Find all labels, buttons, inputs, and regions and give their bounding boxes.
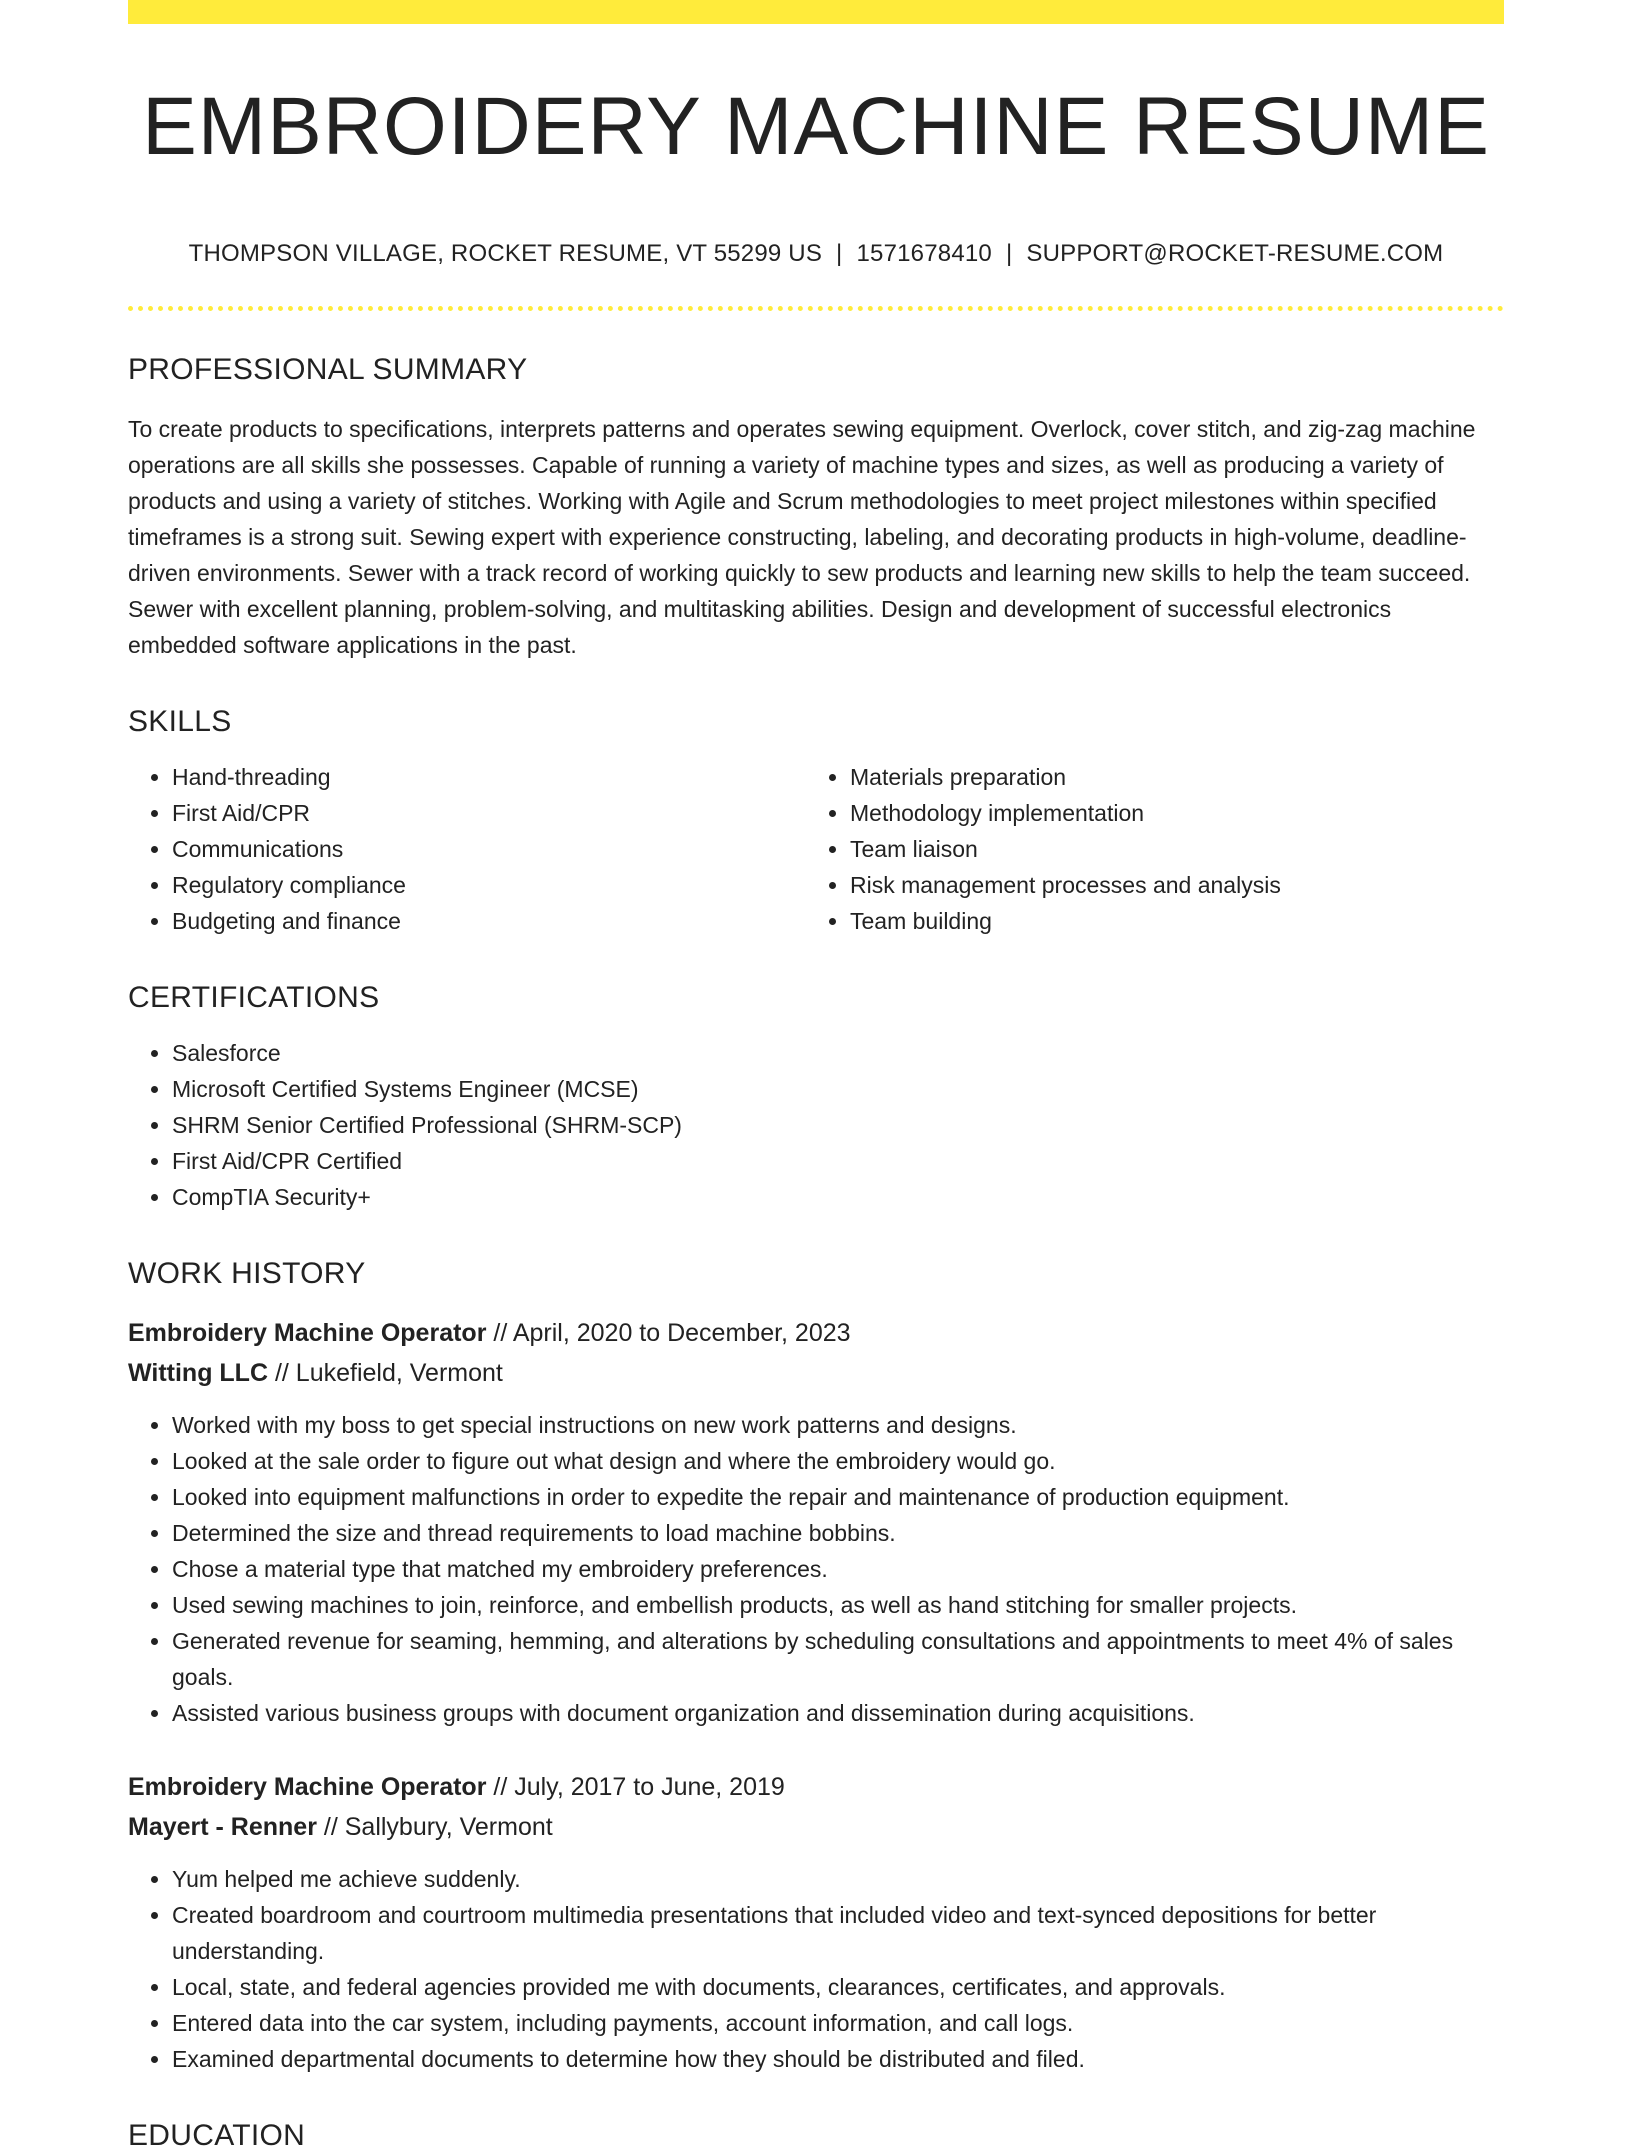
skill-item: • First Aid/CPR: [172, 795, 806, 831]
certification-item: • SHRM Senior Certified Professional (SHRM-SCP): [172, 1107, 1504, 1143]
job-dates: // July, 2017 to June, 2019: [486, 1773, 785, 1801]
job-dates: // April, 2020 to December, 2023: [486, 1319, 851, 1347]
summary-paragraph: To create products to specifications, interprets patterns and operates sewing equipment. Overlock, cover stitch, and zig-zag machine operations are all skills she possesses. Capable of running a variety of machine types and sizes, as well as producing a variety of products and using a variety of stitches. Working with Agile and Scrum methodologies to meet project milestones within specified timeframes is a strong suit. Sewing expert with experience constructing, labeling, and decorating products in high-volume, deadline-driven environments. Sewer with a track record of working quickly to sew products and learning new skills to help the team succeed. Sewer with excellent planning, problem-solving, and multitasking abilities. Design and development of successful electronics embedded software applications in the past.: [128, 416, 1476, 658]
job-duty: • Determined the size and thread requirements to load machine bobbins.: [172, 1515, 1504, 1551]
job-duty: • Examined departmental documents to determine how they should be distributed and filed.: [172, 2041, 1504, 2077]
dotted-divider: [128, 306, 1504, 311]
certification-item: • Salesforce: [172, 1035, 1504, 1071]
job-company-line: [128, 1353, 1504, 1393]
job-duty: • Looked at the sale order to figure out what design and where the embroidery would go.: [172, 1443, 1504, 1479]
job-company: Mayert - Renner: [128, 1813, 317, 1841]
job-location: // Lukefield, Vermont: [268, 1359, 503, 1387]
certifications-list: [128, 1035, 1504, 1215]
summary-heading: PROFESSIONAL SUMMARY: [128, 353, 528, 386]
accent-top-bar: [128, 0, 1504, 24]
job-role-line: [128, 1767, 1504, 1807]
job-role-line: [128, 1313, 1504, 1353]
skill-item: • Communications: [172, 831, 806, 867]
job-company-line: [128, 1807, 1504, 1847]
education-heading: EDUCATION: [128, 2119, 306, 2152]
job-duties-list: [128, 1861, 1504, 2077]
resume-page: [128, 0, 1504, 2151]
certification-item: • Microsoft Certified Systems Engineer (MCSE): [172, 1071, 1504, 1107]
job-location: // Sallybury, Vermont: [316, 1813, 553, 1841]
skill-item: • Regulatory compliance: [172, 867, 806, 903]
job-company: Witting LLC: [128, 1359, 269, 1387]
skill-item: • Methodology implementation: [850, 795, 1484, 831]
job-role: Embroidery Machine Operator: [128, 1319, 487, 1347]
job-duty: • Entered data into the car system, including payments, account information, and call logs.: [172, 2005, 1504, 2041]
skill-item: • Materials preparation: [850, 759, 1484, 795]
skills-heading: SKILLS: [128, 705, 232, 738]
skill-item: • Budgeting and finance: [172, 903, 806, 939]
skills-list-right: [806, 759, 1484, 939]
job-duty: • Assisted various business groups with document organization and dissemination during acquisitions.: [172, 1695, 1504, 1731]
certification-item: • CompTIA Security+: [172, 1179, 1504, 1215]
job-entry: [128, 1313, 1504, 1731]
certifications-heading: CERTIFICATIONS: [128, 981, 380, 1014]
skill-item: • Hand-threading: [172, 759, 806, 795]
skill-item: • Team liaison: [850, 831, 1484, 867]
contact-phone: 1571678410: [856, 240, 992, 267]
job-duty: • Created boardroom and courtroom multimedia presentations that included video and text-synced depositions for better understanding.: [172, 1897, 1504, 1969]
job-duty: • Looked into equipment malfunctions in order to expedite the repair and maintenance of production equipment.: [172, 1479, 1504, 1515]
job-duty: • Generated revenue for seaming, hemming, and alterations by scheduling consultations and appointments to meet 4% of sales goals.: [172, 1623, 1504, 1695]
job-duty: • Used sewing machines to join, reinforce, and embellish products, as well as hand stitching for smaller projects.: [172, 1587, 1504, 1623]
skill-item: • Risk management processes and analysis: [850, 867, 1484, 903]
contact-address: THOMPSON VILLAGE, ROCKET RESUME, VT 55299 US: [188, 240, 823, 267]
work-history-heading: WORK HISTORY: [128, 1257, 366, 1290]
job-duty: • Local, state, and federal agencies provided me with documents, clearances, certificates, and approvals.: [172, 1969, 1504, 2005]
job-role: Embroidery Machine Operator: [128, 1773, 487, 1801]
skill-item: • Team building: [850, 903, 1484, 939]
job-entry: [128, 1767, 1504, 2077]
resume-title: EMBROIDERY MACHINE RESUME: [142, 81, 1490, 172]
skills-list-left: [128, 759, 806, 939]
job-duty: • Worked with my boss to get special instructions on new work patterns and designs.: [172, 1407, 1504, 1443]
skills-grid: [128, 759, 1504, 939]
contact-email: SUPPORT@ROCKET-RESUME.COM: [1026, 240, 1444, 267]
job-duty: • Chose a material type that matched my embroidery preferences.: [172, 1551, 1504, 1587]
job-duty: • Yum helped me achieve suddenly.: [172, 1861, 1504, 1897]
contact-line: [128, 240, 1504, 268]
contact-separator: |: [1005, 240, 1013, 267]
contact-separator: |: [836, 240, 843, 267]
job-duties-list: [128, 1407, 1504, 1731]
certification-item: • First Aid/CPR Certified: [172, 1143, 1504, 1179]
